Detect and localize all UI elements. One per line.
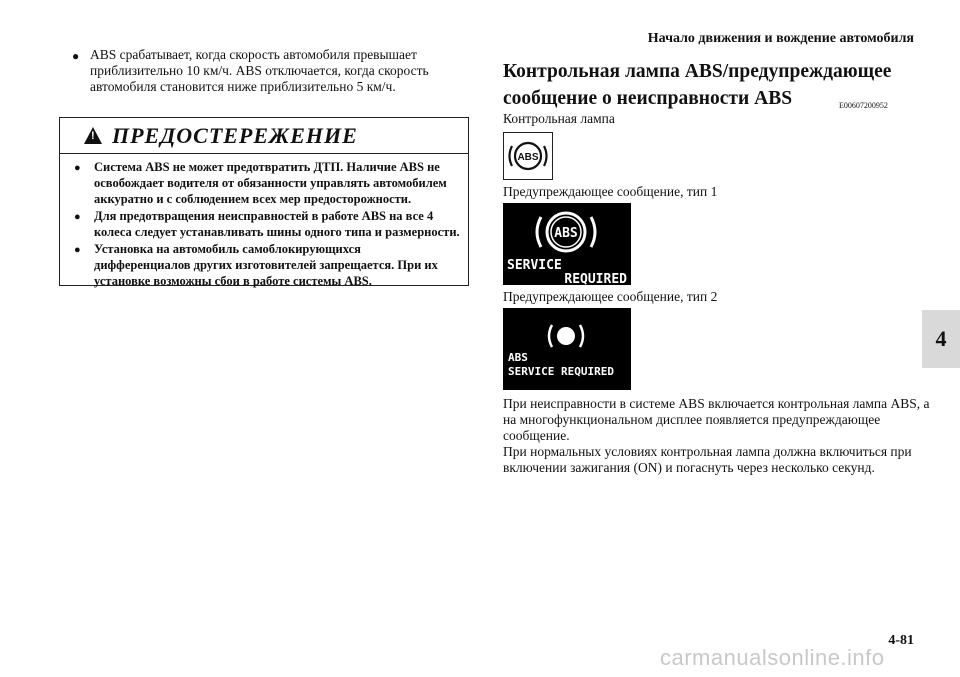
display-line1: SERVICE xyxy=(507,258,562,273)
list-item xyxy=(74,208,460,240)
chapter-tab: 4 xyxy=(922,310,960,368)
warning-display-type2 xyxy=(503,308,631,390)
bullet-icon: ● xyxy=(74,211,81,223)
display-line2: SERVICE REQUIRED xyxy=(508,365,614,378)
abs-operation-bullet xyxy=(72,47,472,95)
bullet-icon: ● xyxy=(72,49,80,63)
description-paragraph xyxy=(503,396,933,476)
display-icon-text: ABS xyxy=(554,226,578,241)
lamp-label: Контрольная лампа xyxy=(503,111,615,126)
paragraph-2: При нормальных условиях контрольная лампа должна включиться при включении зажигания (ON) и погаснуть через несколько секунд. xyxy=(503,444,912,475)
lamp-text: ABS xyxy=(517,152,539,163)
section-code: E00607200952 xyxy=(839,101,888,110)
warning-display-type1 xyxy=(503,203,631,285)
paragraph-1: При неисправности в системе ABS включается контрольная лампа ABS, а на многофункциональном дисплее появляется предупреждающее сообщение. xyxy=(503,396,930,443)
running-header: Начало движения и вождение автомобиля xyxy=(647,31,914,46)
page-number: 4-81 xyxy=(888,633,914,648)
warning-list xyxy=(74,159,460,290)
abs-lamp-icon xyxy=(503,132,553,180)
watermark: carmanualsonline.info xyxy=(660,645,885,670)
msg1-label: Предупреждающее сообщение, тип 1 xyxy=(503,184,718,199)
warning-box xyxy=(59,117,469,286)
warning-item-text: Для предотвращения неисправностей в работе ABS на все 4 колеса следует устанавливать шины одного типа и размерности. xyxy=(94,209,460,239)
display-line1: ABS xyxy=(508,351,528,364)
warning-triangle-icon xyxy=(84,127,102,144)
display-line2: REQUIRED xyxy=(564,272,627,285)
warning-item-text: Система ABS не может предотвратить ДТП. Наличие ABS не освобождает водителя от обязанности управлять автомобилем аккуратно и с соблюдением всех мер предосторожности. xyxy=(94,160,447,206)
list-item xyxy=(74,159,460,207)
warning-title: ПРЕДОСТЕРЕЖЕНИЕ xyxy=(112,122,358,148)
warning-item-text: Установка на автомобиль самоблокирующихся дифференциалов других изготовителей запрещается. При их установке возможны сбои в работе системы ABS. xyxy=(94,242,438,288)
section-title: Контрольная лампа ABS/предупреждающее сообщение о неисправности ABS xyxy=(503,61,892,109)
warning-header xyxy=(60,118,468,154)
list-item xyxy=(74,241,460,289)
msg2-label: Предупреждающее сообщение, тип 2 xyxy=(503,289,718,304)
bullet-text: ABS срабатывает, когда скорость автомобиля превышает приблизительно 10 км/ч. ABS отключается, когда скорость автомобиля становится ниже приблизительно 5 км/ч. xyxy=(90,47,429,94)
bullet-icon: ● xyxy=(74,244,81,256)
bullet-icon: ● xyxy=(74,162,81,174)
